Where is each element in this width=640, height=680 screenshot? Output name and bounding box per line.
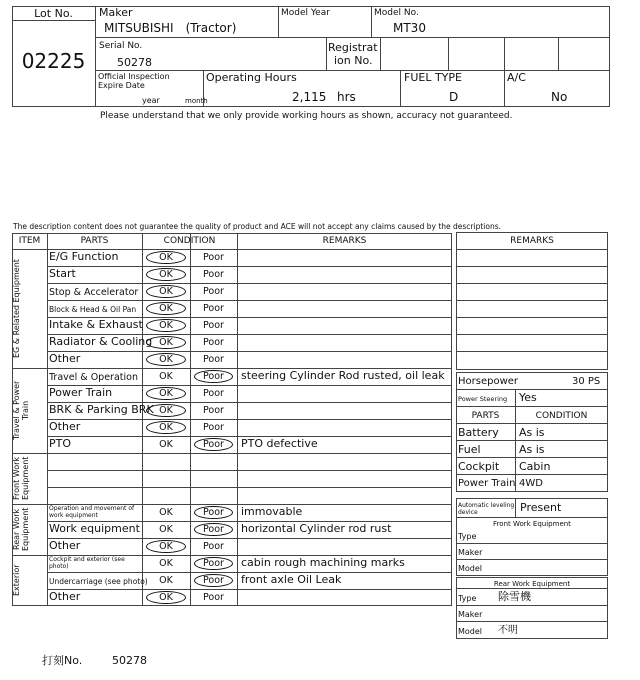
front-model-label: Model — [458, 564, 483, 573]
row-part-label: Radiator & Cooling — [49, 335, 153, 348]
model-year-label: Model Year — [281, 8, 330, 18]
power-steering-value: Yes — [519, 391, 537, 404]
condition-poor-option[interactable]: Poor — [203, 592, 224, 603]
table-header-parts: PARTS — [80, 236, 109, 246]
leveling-value: Present — [520, 501, 562, 514]
ok-selected-circle — [146, 285, 186, 298]
condition-ok-option[interactable]: OK — [159, 354, 173, 365]
condition-header-right: CONDITION — [535, 411, 588, 421]
stamp-value: 50278 — [112, 654, 147, 667]
condition-ok-option[interactable]: OK — [159, 269, 173, 280]
ok-selected-circle — [146, 387, 186, 400]
poor-selected-circle — [194, 506, 233, 519]
row-part-label: BRK & Parking BRK — [49, 403, 154, 416]
condition-poor-option[interactable]: Poor — [203, 405, 224, 416]
group-label: Front Work Equipment — [12, 456, 30, 501]
condition-ok-option[interactable]: OK — [159, 507, 173, 518]
condition-poor-option[interactable]: Poor — [203, 371, 224, 382]
condition-poor-option[interactable]: Poor — [203, 422, 224, 433]
row-part-label: Other — [49, 420, 81, 433]
lot-label: Lot No. — [34, 7, 73, 20]
condition-poor-option[interactable]: Poor — [203, 286, 224, 297]
row-divider — [47, 419, 452, 420]
group-label: Travel & Power Train — [12, 380, 30, 441]
parts-header-right: PARTS — [471, 411, 500, 421]
condition-ok-option[interactable]: OK — [159, 558, 173, 569]
row-part-label: PTO — [49, 437, 72, 450]
registration-label: Registrat ion No. — [328, 41, 378, 67]
condition-ok-option[interactable]: OK — [159, 286, 173, 297]
power-train-value: 4WD — [519, 478, 543, 489]
row-part-label: Other — [49, 352, 81, 365]
condition-ok-option[interactable]: OK — [159, 439, 173, 450]
hours-value: 2,115 — [292, 90, 327, 104]
row-divider — [47, 589, 452, 590]
row-divider — [47, 351, 452, 352]
horsepower-value: 30 PS — [572, 376, 601, 387]
table-header-remarks: REMARKS — [322, 236, 367, 246]
ok-selected-circle — [146, 404, 186, 417]
horsepower-label: Horsepower — [458, 376, 519, 387]
group-divider — [12, 453, 452, 454]
rear-type-label: Type — [458, 594, 477, 603]
condition-poor-option[interactable]: Poor — [203, 575, 224, 586]
row-remark: immovable — [241, 505, 303, 518]
fuel-condition-label: Fuel — [458, 443, 481, 456]
condition-ok-option[interactable]: OK — [159, 371, 173, 382]
condition-poor-option[interactable]: Poor — [203, 524, 224, 535]
condition-poor-option[interactable]: Poor — [203, 558, 224, 569]
condition-poor-option[interactable]: Poor — [203, 269, 224, 280]
row-part-label: Start — [49, 267, 76, 280]
condition-ok-option[interactable]: OK — [159, 303, 173, 314]
model-no-label: Model No. — [374, 8, 419, 18]
ok-selected-circle — [146, 591, 186, 604]
row-part-label: Stop & Accelerator — [49, 287, 139, 298]
power-steering-label: Power Steering — [458, 395, 508, 403]
ok-selected-circle — [146, 251, 186, 264]
inspection-label: Official Inspection Expire Date — [98, 72, 170, 90]
condition-poor-option[interactable]: Poor — [203, 303, 224, 314]
row-remark: steering Cylinder Rod rusted, oil leak — [241, 369, 445, 382]
row-divider — [47, 283, 452, 284]
condition-ok-option[interactable]: OK — [159, 541, 173, 552]
row-divider — [47, 470, 452, 471]
front-type-label: Type — [458, 532, 477, 541]
condition-ok-option[interactable]: OK — [159, 422, 173, 433]
row-divider — [47, 538, 452, 539]
cockpit-value: Cabin — [519, 460, 551, 473]
ac-value: No — [551, 90, 568, 104]
condition-poor-option[interactable]: Poor — [203, 541, 224, 552]
rear-work-title: Rear Work Equipment — [493, 580, 571, 588]
row-part-label: Other — [49, 539, 81, 552]
ok-selected-circle — [146, 319, 186, 332]
row-divider — [47, 300, 452, 301]
poor-selected-circle — [194, 370, 233, 383]
ok-selected-circle — [146, 268, 186, 281]
group-label: Rear Work Equipment — [12, 507, 30, 552]
row-remark: cabin rough machining marks — [241, 556, 405, 569]
front-work-title: Front Work Equipment — [493, 520, 571, 528]
condition-poor-option[interactable]: Poor — [203, 439, 224, 450]
battery-value: As is — [519, 426, 545, 439]
poor-selected-circle — [194, 523, 233, 536]
row-remark: horizontal Cylinder rod rust — [241, 522, 392, 535]
row-part-label: Intake & Exhaust — [49, 318, 143, 331]
row-part-label: Block & Head & Oil Pan — [49, 305, 137, 314]
row-part-label: Operation and movement of work equipment — [49, 505, 135, 519]
right-remarks-header: REMARKS — [510, 236, 554, 246]
condition-poor-option[interactable]: Poor — [203, 388, 224, 399]
cockpit-label: Cockpit — [458, 460, 500, 473]
row-divider — [47, 266, 452, 267]
ok-selected-circle — [146, 421, 186, 434]
poor-selected-circle — [194, 557, 233, 570]
remarks-panel — [456, 232, 608, 370]
lot-number: 02225 — [21, 49, 86, 73]
row-part-label: Power Train — [49, 386, 113, 399]
condition-ok-option[interactable]: OK — [159, 337, 173, 348]
fuel-label: FUEL TYPE — [404, 71, 462, 84]
ok-selected-circle — [146, 540, 186, 553]
month-label: month — [185, 97, 208, 105]
hours-unit: hrs — [337, 90, 356, 104]
ac-label: A/C — [507, 71, 526, 84]
ok-selected-circle — [146, 353, 186, 366]
maker-label: Maker — [99, 6, 133, 19]
row-part-label: Travel & Operation — [49, 372, 138, 383]
rear-model-label: Model — [458, 627, 483, 636]
rear-model-value: 不明 — [498, 625, 518, 636]
row-divider — [47, 487, 452, 488]
condition-poor-option[interactable]: Poor — [203, 320, 224, 331]
year-label: year — [142, 96, 160, 105]
power-train-label: Power Train — [458, 478, 516, 489]
condition-ok-option[interactable]: OK — [159, 592, 173, 603]
condition-ok-option[interactable]: OK — [159, 575, 173, 586]
row-part-label: Cockpit and exterior (see photo) — [49, 556, 125, 570]
table-header-condition: CONDITION — [163, 236, 216, 246]
condition-poor-option[interactable]: Poor — [203, 354, 224, 365]
group-label: Exterior — [12, 564, 21, 597]
condition-ok-option[interactable]: OK — [159, 320, 173, 331]
stamp-label: 打刻No. — [42, 654, 83, 667]
description-disclaimer: The description content does not guarantee the quality of product and ACE will not accept any claims caused by the descriptions. — [13, 222, 502, 231]
table-header-item: ITEM — [18, 236, 41, 246]
maker-value: MITSUBISHI (Tractor) — [104, 21, 237, 35]
row-remark: front axle Oil Leak — [241, 573, 342, 586]
condition-poor-option[interactable]: Poor — [203, 252, 224, 263]
poor-selected-circle — [194, 574, 233, 587]
group-label: EG & Related Equipment — [12, 259, 21, 358]
leveling-label: Automatic leveling device — [458, 502, 515, 516]
serial-value: 50278 — [117, 56, 152, 69]
row-part-label: Undercarriage (see photo) — [49, 577, 148, 586]
battery-label: Battery — [458, 426, 499, 439]
hours-disclaimer: Please understand that we only provide working hours as shown, accuracy not guaranteed. — [100, 111, 513, 121]
fuel-condition-value: As is — [519, 443, 545, 456]
condition-ok-option[interactable]: OK — [159, 405, 173, 416]
row-part-label: E/G Function — [49, 250, 119, 263]
row-part-label: Work equipment — [49, 522, 140, 535]
model-no-value: MT30 — [393, 21, 426, 35]
ok-selected-circle — [146, 302, 186, 315]
condition-ok-option[interactable]: OK — [159, 388, 173, 399]
front-maker-label: Maker — [458, 548, 483, 557]
rear-maker-label: Maker — [458, 610, 483, 619]
hours-label: Operating Hours — [206, 71, 297, 84]
condition-poor-option[interactable]: Poor — [203, 337, 224, 348]
ok-selected-circle — [146, 336, 186, 349]
row-part-label: Other — [49, 590, 81, 603]
serial-label: Serial No. — [99, 41, 143, 51]
rear-type-value: 除雪機 — [498, 590, 531, 603]
fuel-value: D — [449, 90, 459, 104]
condition-ok-option[interactable]: OK — [159, 524, 173, 535]
condition-poor-option[interactable]: Poor — [203, 507, 224, 518]
row-remark: PTO defective — [241, 437, 318, 450]
poor-selected-circle — [194, 438, 233, 451]
condition-ok-option[interactable]: OK — [159, 252, 173, 263]
